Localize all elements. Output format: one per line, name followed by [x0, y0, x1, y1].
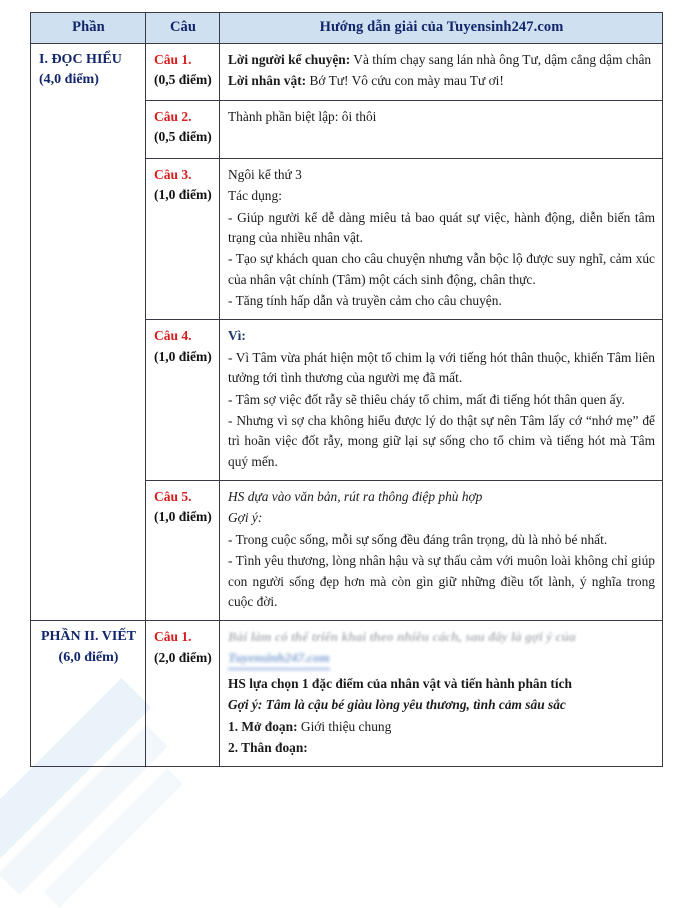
answer-key-table [30, 12, 663, 767]
table-row [31, 44, 663, 101]
question-cell-4 [146, 320, 220, 481]
answer-line: - Tăng tính hấp dẫn và truyền cảm cho câu chuyện. [228, 293, 502, 308]
suggestion-text: Tâm là cậu bé giàu lòng yêu thương, tình cảm sâu sắc [262, 697, 566, 713]
answer-suggestion [228, 695, 655, 715]
answer-line: Lời người kể chuyện: Và thím chạy sang lán nhà ông Tư, dậm cẳng dậm chân [228, 52, 652, 67]
answer-line: - Tạo sự khách quan cho câu chuyện nhưng vẫn bộc lộ được suy nghĩ, cảm xúc của nhân vật chính (Tâm) một cách sinh động, chân thực. [228, 251, 655, 287]
answer-line: - Nhưng vì sợ cha không hiểu được lý do thật sự nên Tâm lấy cớ “nhớ mẹ” để trì hoãn việc đốt rẫy, mong giữ lại sự sống cho tổ chim và tiếng hót mà Tâm quý mến. [228, 412, 655, 469]
outline-item [228, 717, 655, 737]
suggestion-label: Gợi ý: [228, 697, 263, 713]
answer-cell-2 [220, 100, 663, 158]
answer-line: - Giúp người kể dễ dàng miêu tả bao quát sự việc, hành động, diễn biến tâm trạng của nhiều nhân vật. [228, 209, 655, 245]
question-points: (1,0 điểm) [154, 509, 212, 525]
answer-line: - Tâm sợ việc đốt rẫy sẽ thiêu cháy tổ chim, mất đi tiếng hót thân quen ấy. [228, 391, 625, 407]
answer-line: Tác dụng: [228, 188, 282, 204]
answer-instruction: HS lựa chọn 1 đặc điểm của nhân vật và tiến hành phân tích [228, 675, 572, 691]
question-number: Câu 5. [154, 489, 192, 504]
question-cell-1 [146, 44, 220, 101]
question-points: (0,5 điểm) [154, 129, 212, 144]
part-points: (6,0 điểm) [58, 649, 119, 665]
outline-text: Giới thiệu chung [297, 718, 392, 734]
part-points: (4,0 điểm) [39, 72, 99, 88]
question-number: Câu 4. [154, 328, 192, 344]
column-header-cau: Câu [146, 13, 220, 44]
table-row [31, 621, 663, 767]
question-number: Câu 3. [154, 166, 192, 182]
answer-suggestion-label: Gợi ý: [228, 510, 263, 526]
answer-cell-3 [220, 158, 663, 320]
answer-heading: Vì: [228, 328, 246, 344]
column-header-huong-dan-giai: Hướng dẫn giải của Tuyensinh247.com [220, 13, 663, 44]
answer-line: Thành phần biệt lập: ôi thôi [228, 108, 377, 124]
question-cell-2 [146, 100, 220, 158]
outline-label: 2. Thân đoạn: [228, 739, 308, 755]
question-cell-5 [146, 481, 220, 621]
answer-line: - Trong cuộc sống, mỗi sự sống đều đáng trân trọng, dù là nhỏ bé nhất. [228, 531, 608, 547]
answer-line: - Vì Tâm vừa phát hiện một tổ chim lạ với tiếng hót thân thuộc, khiến Tâm liên tưởng tới tình thương của người mẹ đã mất. [228, 349, 655, 386]
question-points: (0,5 điểm) [154, 72, 212, 88]
question-number: Câu 1. [154, 52, 192, 67]
answer-line: - Tình yêu thương, lòng nhân hậu và sự thấu cảm với muôn loài không chỉ giúp con người sống đẹp hơn mà còn gìn giữ những điều tốt lành, ý nghĩa trong cuộc đời. [228, 553, 655, 609]
outline-label: 1. Mở đoạn: [228, 718, 298, 734]
tuyensinh-link[interactable]: Tuyensinh247.com [228, 648, 330, 670]
column-header-phan: Phần [31, 13, 146, 44]
table-header-row [31, 13, 663, 44]
blurred-source-link-wrap [228, 648, 655, 670]
answer-line: Ngôi kể thứ 3 [228, 166, 302, 182]
answer-cell-1 [220, 44, 663, 101]
question-points: (2,0 điểm) [154, 649, 212, 665]
question-number: Câu 2. [154, 108, 192, 124]
part-title: I. ĐỌC HIỂU [39, 52, 122, 67]
part-cell-viet [31, 621, 146, 767]
answer-intro: HS dựa vào văn bản, rút ra thông điệp phù hợp [228, 489, 483, 504]
answer-label: Lời người kể chuyện: [228, 52, 351, 67]
answer-cell-4 [220, 320, 663, 481]
answer-line: Lời nhân vật: Bớ Tư! Vô cứu con mày mau Tư ơi! [228, 73, 504, 89]
outline-item [228, 738, 655, 758]
question-number: Câu 1. [154, 629, 192, 645]
answer-cell-viet-1 [220, 621, 663, 767]
answer-cell-5 [220, 481, 663, 621]
table-body [31, 44, 663, 767]
question-cell-3 [146, 158, 220, 320]
question-cell-viet-1 [146, 621, 220, 767]
watermark-band [44, 768, 183, 907]
part-title: PHẦN II. VIẾT [40, 629, 137, 645]
answer-label: Lời nhân vật: [228, 73, 307, 89]
part-cell-doc-hieu [31, 44, 146, 621]
blurred-source-note: Bài làm có thể triển khai theo nhiều cách, sau đây là gợi ý của [228, 629, 576, 645]
question-points: (1,0 điểm) [154, 348, 212, 364]
table-header [31, 13, 663, 44]
question-points: (1,0 điểm) [154, 187, 212, 202]
